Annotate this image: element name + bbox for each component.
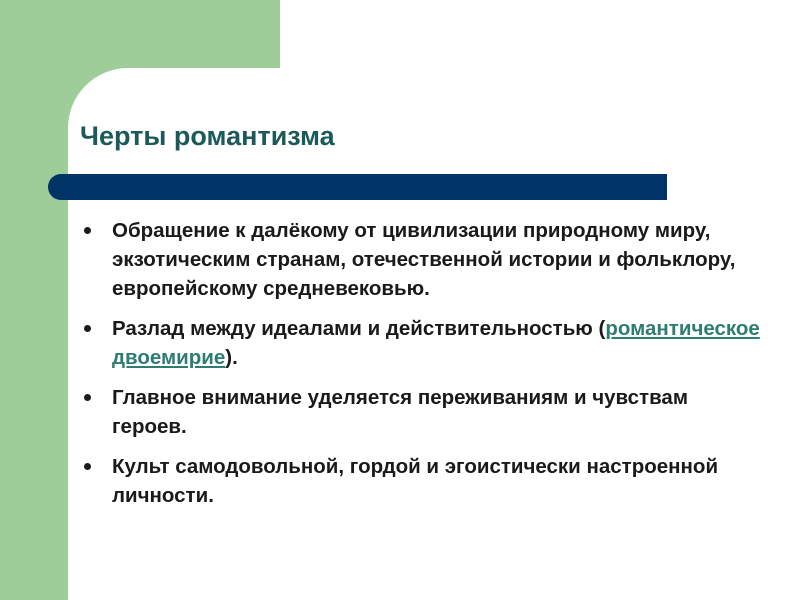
bullet-list (84, 216, 764, 521)
title-underline-bar (48, 174, 667, 200)
bullet-dot-icon (84, 227, 91, 234)
slide-title: Черты романтизма (80, 121, 335, 151)
bullet-item (84, 452, 764, 510)
romantic-dualism-link[interactable]: романтическое двоемирие (112, 317, 760, 369)
bullet-text: Главное внимание уделяется переживаниям и чувствам героев. (112, 386, 688, 438)
bullet-item (84, 314, 764, 372)
bullet-text: Культ самодовольной, гордой и эгоистически настроенной личности. (112, 455, 719, 507)
bullet-text-after-link: ). (225, 346, 238, 369)
bullet-dot-icon (84, 463, 91, 470)
bullet-text (112, 317, 760, 369)
bullet-item (84, 216, 764, 303)
bullet-dot-icon (84, 325, 91, 332)
bullet-dot-icon (84, 394, 91, 401)
bullet-item (84, 383, 764, 441)
bullet-text: Обращение к далёкому от цивилизации природному миру, экзотическим странам, отечественной истории и фольклору, европейскому средневековью. (112, 219, 736, 300)
bullet-text-before-link: Разлад между идеалами и действительностью ( (112, 317, 606, 340)
